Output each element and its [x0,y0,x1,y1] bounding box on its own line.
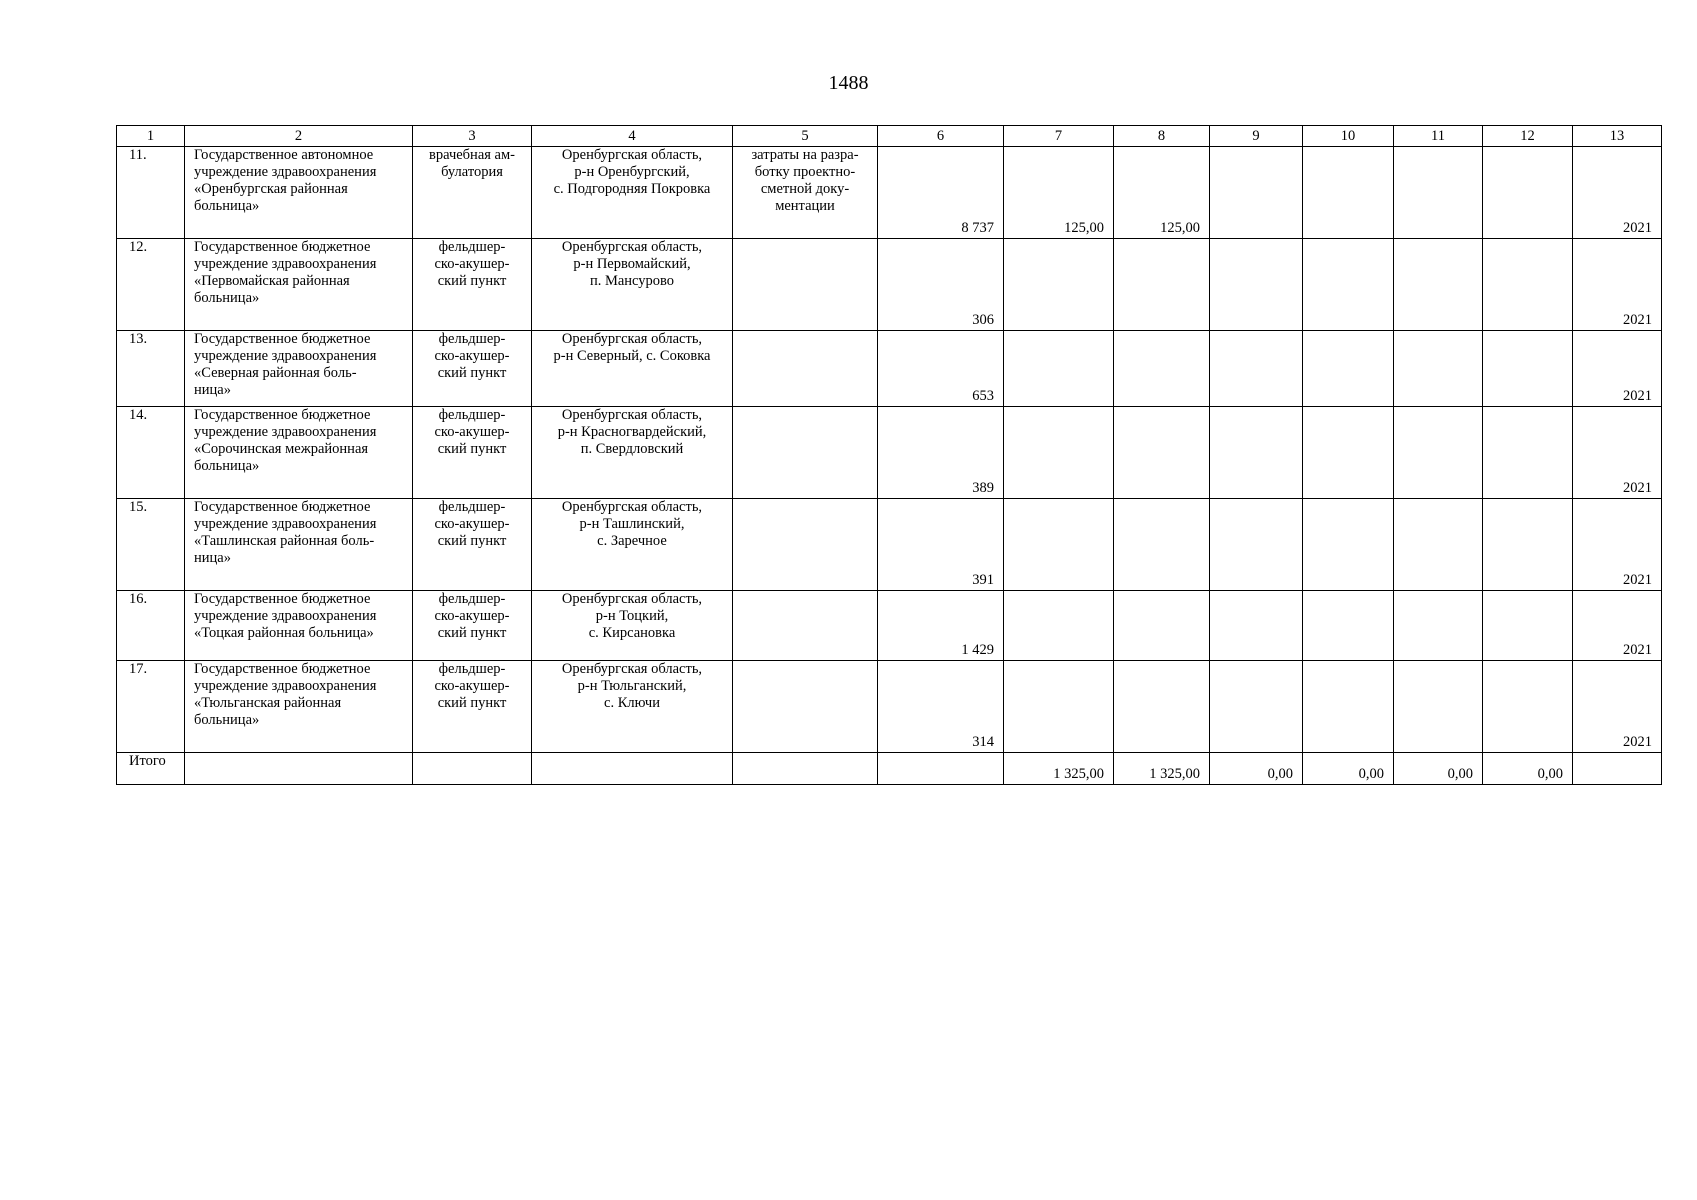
facility-type: фельдшер- ско-акушер- ский пункт [413,661,532,753]
header-cell: 7 [1004,126,1114,147]
address: Оренбургская область, р-н Первомайский, п. Мансурово [532,239,733,331]
col-8-value [1114,591,1210,661]
row-number: 15. [117,499,185,591]
total-row [117,753,1662,785]
col-7-value: 125,00 [1004,147,1114,239]
col-8-value [1114,239,1210,331]
header-cell: 12 [1483,126,1573,147]
col-9-value [1210,331,1303,407]
col-13-year: 2021 [1573,331,1662,407]
organization-name: Государственное бюджетное учреждение здравоохранения «Сорочинская межрайонная больница» [185,407,413,499]
table-row [117,239,1662,331]
col-12-value [1483,591,1573,661]
organization-name: Государственное автономное учреждение здравоохранения «Оренбургская районная больница» [185,147,413,239]
header-cell: 1 [117,126,185,147]
col-6-value: 314 [878,661,1004,753]
note [733,239,878,331]
total-col-9: 0,00 [1210,753,1303,785]
note [733,331,878,407]
col-13-year: 2021 [1573,591,1662,661]
address: Оренбургская область, р-н Красногвардейский, п. Свердловский [532,407,733,499]
header-cell: 8 [1114,126,1210,147]
address: Оренбургская область, р-н Тюльганский, с. Ключи [532,661,733,753]
col-12-value [1483,499,1573,591]
header-cell: 5 [733,126,878,147]
col-6-value: 1 429 [878,591,1004,661]
col-13-year: 2021 [1573,147,1662,239]
row-number: 16. [117,591,185,661]
col-7-value [1004,407,1114,499]
header-cell: 9 [1210,126,1303,147]
col-9-value [1210,591,1303,661]
col-10-value [1303,147,1394,239]
col-8-value [1114,499,1210,591]
col-8-value [1114,331,1210,407]
col-13-year: 2021 [1573,499,1662,591]
row-number: 12. [117,239,185,331]
address: Оренбургская область, р-н Оренбургский, с. Подгородняя Покровка [532,147,733,239]
header-cell: 4 [532,126,733,147]
empty-cell [878,753,1004,785]
header-cell: 2 [185,126,413,147]
address: Оренбургская область, р-н Северный, с. Соковка [532,331,733,407]
header-cell: 11 [1394,126,1483,147]
col-12-value [1483,147,1573,239]
table-row [117,661,1662,753]
col-7-value [1004,661,1114,753]
col-12-value [1483,661,1573,753]
header-cell: 6 [878,126,1004,147]
note: затраты на разра- ботку проектно- сметной доку- ментации [733,147,878,239]
col-11-value [1394,591,1483,661]
col-12-value [1483,407,1573,499]
facility-type: фельдшер- ско-акушер- ский пункт [413,591,532,661]
total-label: Итого [117,753,185,785]
col-10-value [1303,499,1394,591]
total-col-8: 1 325,00 [1114,753,1210,785]
header-row [117,126,1662,147]
col-10-value [1303,591,1394,661]
col-8-value: 125,00 [1114,147,1210,239]
total-col-12: 0,00 [1483,753,1573,785]
empty-cell [733,753,878,785]
organization-name: Государственное бюджетное учреждение здравоохранения «Ташлинская районная боль- ница» [185,499,413,591]
note [733,499,878,591]
table-row [117,147,1662,239]
empty-cell [532,753,733,785]
col-11-value [1394,147,1483,239]
note [733,661,878,753]
col-11-value [1394,331,1483,407]
col-12-value [1483,331,1573,407]
col-8-value [1114,661,1210,753]
col-10-value [1303,661,1394,753]
col-9-value [1210,147,1303,239]
facility-type: фельдшер- ско-акушер- ский пункт [413,499,532,591]
col-12-value [1483,239,1573,331]
facility-type: фельдшер- ско-акушер- ский пункт [413,407,532,499]
organization-name: Государственное бюджетное учреждение здравоохранения «Тюльганская районная больница» [185,661,413,753]
col-6-value: 653 [878,331,1004,407]
col-10-value [1303,331,1394,407]
col-13-year: 2021 [1573,407,1662,499]
col-7-value [1004,331,1114,407]
col-9-value [1210,407,1303,499]
col-6-value: 8 737 [878,147,1004,239]
col-9-value [1210,661,1303,753]
col-7-value [1004,239,1114,331]
col-6-value: 306 [878,239,1004,331]
row-number: 14. [117,407,185,499]
col-11-value [1394,239,1483,331]
note [733,407,878,499]
organization-name: Государственное бюджетное учреждение здравоохранения «Тоцкая районная больница» [185,591,413,661]
total-col-10: 0,00 [1303,753,1394,785]
row-number: 13. [117,331,185,407]
col-6-value: 391 [878,499,1004,591]
note [733,591,878,661]
empty-cell [413,753,532,785]
empty-cell [185,753,413,785]
col-9-value [1210,239,1303,331]
header-cell: 10 [1303,126,1394,147]
address: Оренбургская область, р-н Тоцкий, с. Кирсановка [532,591,733,661]
col-11-value [1394,407,1483,499]
organization-name: Государственное бюджетное учреждение здравоохранения «Первомайская районная больница» [185,239,413,331]
col-7-value [1004,499,1114,591]
col-6-value: 389 [878,407,1004,499]
total-col-7: 1 325,00 [1004,753,1114,785]
col-8-value [1114,407,1210,499]
row-number: 17. [117,661,185,753]
table-row [117,499,1662,591]
table-row [117,331,1662,407]
col-13-year: 2021 [1573,239,1662,331]
table-row [117,591,1662,661]
data-table [116,125,1662,785]
col-11-value [1394,661,1483,753]
row-number: 11. [117,147,185,239]
total-col-11: 0,00 [1394,753,1483,785]
facility-type: врачебная ам- булатория [413,147,532,239]
address: Оренбургская область, р-н Ташлинский, с. Заречное [532,499,733,591]
col-7-value [1004,591,1114,661]
header-cell: 3 [413,126,532,147]
empty-cell [1573,753,1662,785]
col-11-value [1394,499,1483,591]
page-number: 1488 [828,72,869,94]
table-row [117,407,1662,499]
facility-type: фельдшер- ско-акушер- ский пункт [413,331,532,407]
col-9-value [1210,499,1303,591]
col-10-value [1303,239,1394,331]
organization-name: Государственное бюджетное учреждение здравоохранения «Северная районная боль- ница» [185,331,413,407]
facility-type: фельдшер- ско-акушер- ский пункт [413,239,532,331]
header-cell: 13 [1573,126,1662,147]
col-10-value [1303,407,1394,499]
col-13-year: 2021 [1573,661,1662,753]
